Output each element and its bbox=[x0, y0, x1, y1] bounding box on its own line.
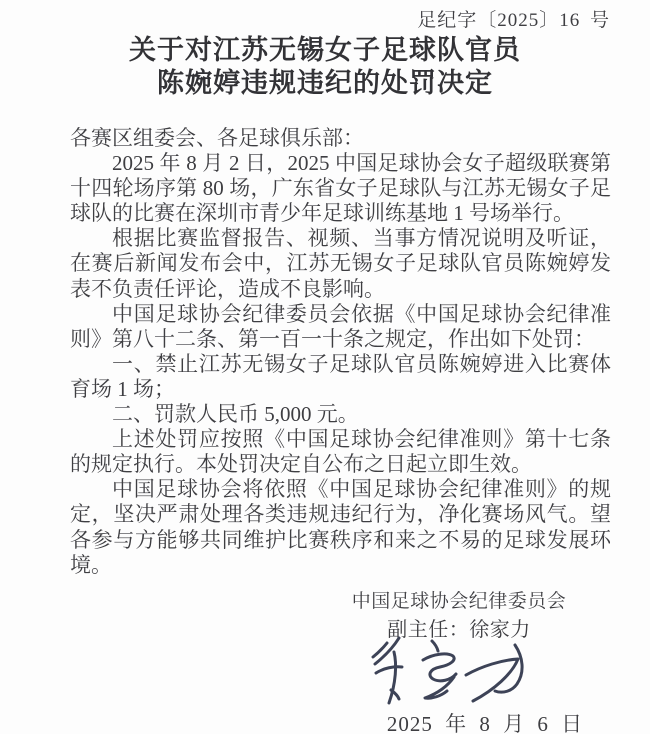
paragraph-enforcement: 上述处罚应按照《中国足球协会纪律准则》第十七条的规定执行。本处罚决定自公布之日起立即生效。 bbox=[70, 427, 611, 477]
penalty-item-1: 一、禁止江苏无锡女子足球队官员陈婉婷进入比赛体育场 1 场； bbox=[70, 351, 611, 401]
penalty-item-2: 二、罚款人民币 5,000 元。 bbox=[112, 402, 359, 427]
committee-name: 中国足球协会纪律委员会 bbox=[351, 591, 567, 612]
paragraph-match-info: 2025 年 8 月 2 日，2025 中国足球协会女子超级联赛第十四轮场序第 80 场，广东省女子足球队与江苏无锡女子足球队的比赛在深圳市青少年足球训练基地 1 号场举行。 bbox=[70, 151, 611, 226]
signer-title-name: 副主任：徐家力 bbox=[387, 619, 531, 641]
handwritten-signature bbox=[366, 633, 538, 711]
paragraph-closing-statement: 中国足球协会将依照《中国足球协会纪律准则》的规定，坚决严肃处理各类违规违纪行为，净化赛场风气。望各参与方能够共同维护比赛秩序和来之不易的足球发展环境。 bbox=[70, 477, 611, 577]
signature-date: 2025 年 8 月 6 日 bbox=[386, 712, 584, 734]
document-title bbox=[0, 34, 650, 100]
salutation-line: 各赛区组委会、各足球俱乐部： bbox=[70, 126, 364, 150]
paragraph-incident: 根据比赛监督报告、视频、当事方情况说明及听证，在赛后新闻发布会中，江苏无锡女子足球队官员陈婉婷发表不负责任评论，造成不良影响。 bbox=[70, 226, 611, 301]
paragraph-ruling-basis: 中国足球协会纪律委员会依据《中国足球协会纪律准则》第八十二条、第一百一十条之规定，作出如下处罚： bbox=[70, 301, 611, 351]
doc-reference-number: 足纪字〔2025〕16 号 bbox=[417, 10, 610, 31]
document-body bbox=[70, 126, 611, 578]
title-line-2: 陈婉婷违规违纪的处罚决定 bbox=[157, 68, 493, 98]
title-line-1: 关于对江苏无锡女子足球队官员 bbox=[129, 35, 521, 65]
